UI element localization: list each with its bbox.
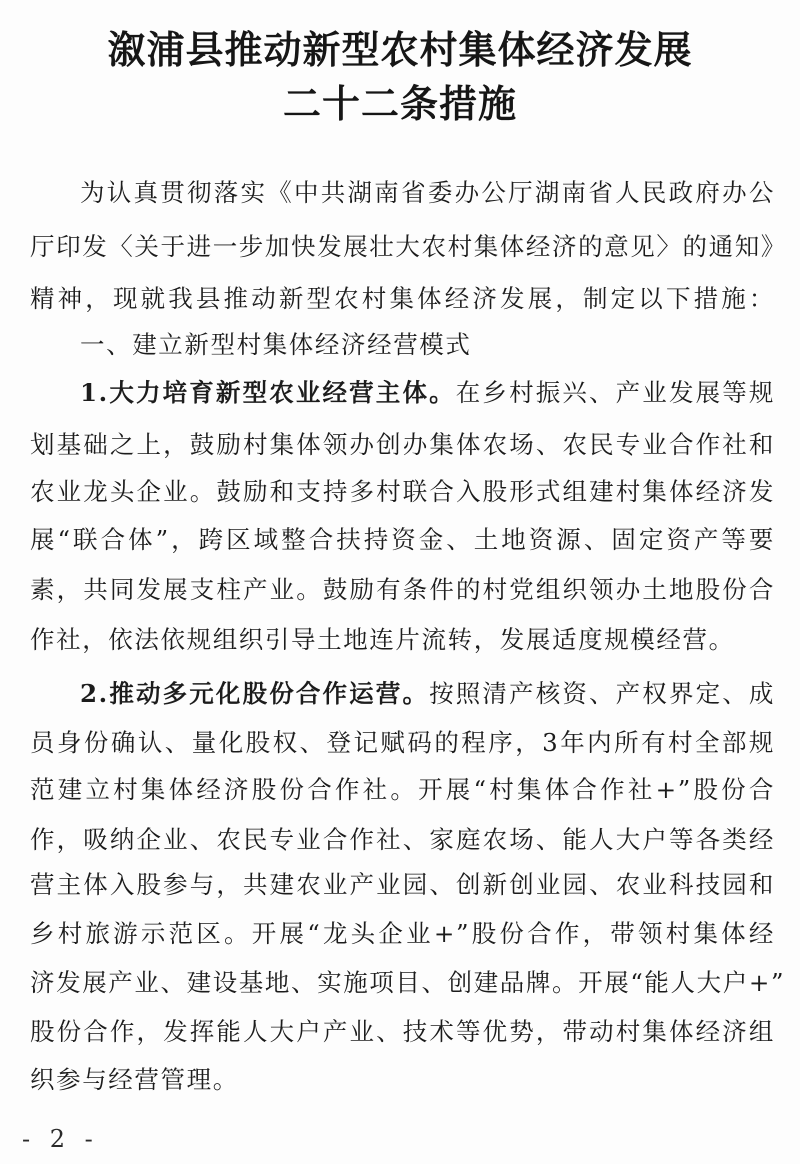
item-1-line-6: 作社，依法依规组织引导土地连片流转，发展适度规模经营。 [30, 625, 735, 654]
intro-line-2: 厅印发〈关于进一步加快发展壮大农村集体经济的意见〉的通知》 [30, 232, 787, 261]
item-1-line-1-text: 在乡村振兴、产业发展等规 [455, 378, 776, 407]
item-2-line-9: 织参与经营管理。 [30, 1065, 239, 1094]
item-2-line-6: 乡村旅游示范区。开展“龙头企业+”股份合作，带领村集体经 [30, 919, 775, 948]
item-1-line-3: 农业龙头企业。鼓励和支持多村联合入股形式组建村集体经济发 [30, 477, 775, 506]
item-1-line-4: 展“联合体”，跨区域整合扶持资金、土地资源、固定资产等要 [30, 525, 775, 554]
item-1-line-2: 划基础之上，鼓励村集体领办创办集体农场、农民专业合作社和 [30, 430, 775, 459]
item-2-line-3: 范建立村集体经济股份合作社。开展“村集体合作社+”股份合 [30, 775, 775, 804]
item-2-line-5: 营主体入股参与，共建农业产业园、创新创业园、农业科技园和 [30, 870, 775, 899]
section-1-heading: 一、建立新型村集体经济经营模式 [80, 330, 472, 359]
item-2-heading: 2.推动多元化股份合作运营。 [80, 679, 430, 708]
document-title-line-2: 二十二条措施 [282, 81, 517, 126]
document-title-line-1: 溆浦县推动新型农村集体经济发展 [107, 27, 693, 72]
intro-line-3: 精神，现就我县推动新型农村集体经济发展，制定以下措施： [30, 284, 775, 313]
item-1-line-1 [80, 376, 775, 410]
intro-line-1: 为认真贯彻落实《中共湖南省委办公厅湖南省人民政府办公 [80, 178, 775, 207]
item-2-line-8: 股份合作，发挥能人大户产业、技术等优势，带动村集体经济组 [30, 1017, 775, 1046]
item-2-line-1 [80, 677, 775, 711]
item-1-heading: 1.大力培育新型农业经营主体。 [80, 378, 456, 407]
item-2-line-1-text: 按照清产核资、产权界定、成 [429, 679, 775, 708]
item-2-line-7: 济发展产业、建设基地、实施项目、创建品牌。开展“能人大户+” [30, 968, 786, 997]
item-2-line-4: 作，吸纳企业、农民专业合作社、家庭农场、能人大户等各类经 [30, 825, 775, 854]
item-2-line-2: 员身份确认、量化股权、登记赋码的程序，3年内所有村全部规 [30, 728, 775, 757]
item-1-line-5: 素，共同发展支柱产业。鼓励有条件的村党组织领办土地股份合 [30, 575, 775, 604]
page-number: - 2 - [22, 1125, 99, 1153]
